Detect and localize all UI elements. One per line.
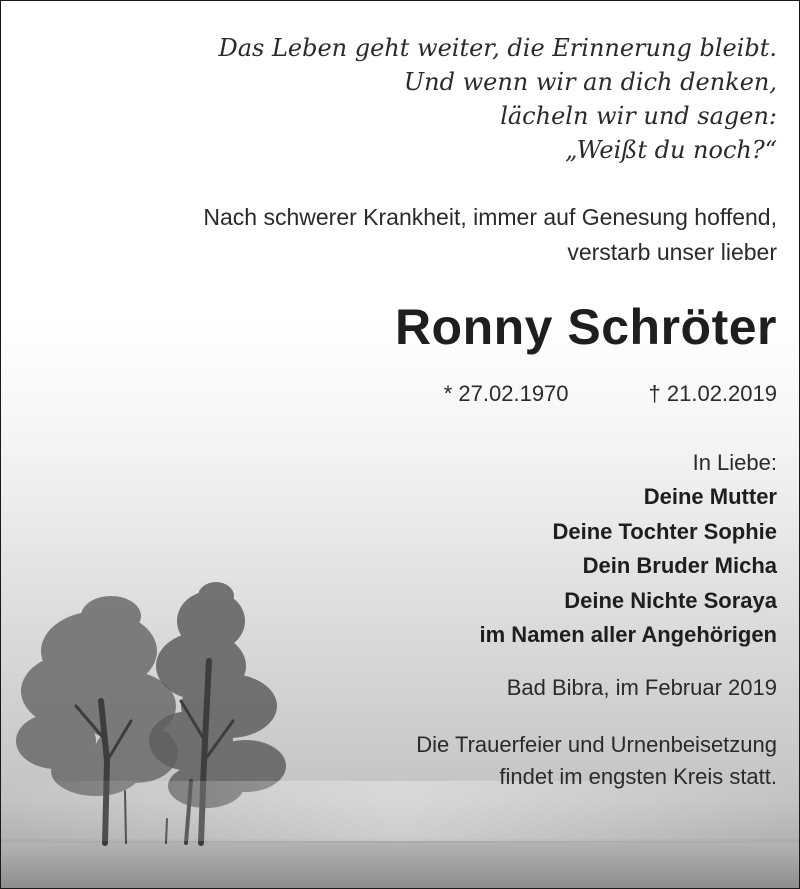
mourner-name: Deine Nichte Soraya (564, 587, 777, 613)
mourners-heading: In Liebe: (692, 450, 777, 475)
field (1, 841, 799, 888)
poem-line: lächeln wir und sagen: (500, 102, 777, 130)
funeral-notice-line: Die Trauerfeier und Urnenbeisetzung (416, 732, 777, 757)
announcement-text (203, 200, 777, 270)
mourner-name: Deine Tochter Sophie (552, 518, 777, 544)
poem-line: Das Leben geht weiter, die Erinnerung bleibt. (218, 34, 777, 62)
funeral-notice-line: findet im engsten Kreis statt. (499, 764, 777, 789)
tree-left (16, 596, 178, 796)
funeral-notice (416, 729, 777, 793)
mourners-list (480, 480, 777, 653)
poem-line: Und wenn wir an dich denken, (403, 68, 777, 96)
announcement-line: Nach schwerer Krankheit, immer auf Genesung hoffend, (203, 204, 777, 230)
life-dates (444, 381, 777, 407)
mourner-name: Dein Bruder Micha (582, 553, 777, 578)
announcement-line: verstarb unser lieber (567, 239, 777, 265)
deceased-name: Ronny Schröter (394, 299, 777, 355)
death-date: † 21.02.2019 (648, 381, 777, 406)
memorial-poem (218, 31, 777, 167)
place-and-date: Bad Bibra, im Februar 2019 (506, 675, 777, 700)
birth-date: * 27.02.1970 (443, 381, 569, 406)
mourner-name: im Namen aller Angehörigen (479, 622, 777, 647)
poem-line: „Weißt du noch?“ (565, 136, 777, 164)
mourner-name: Deine Mutter (643, 484, 777, 509)
